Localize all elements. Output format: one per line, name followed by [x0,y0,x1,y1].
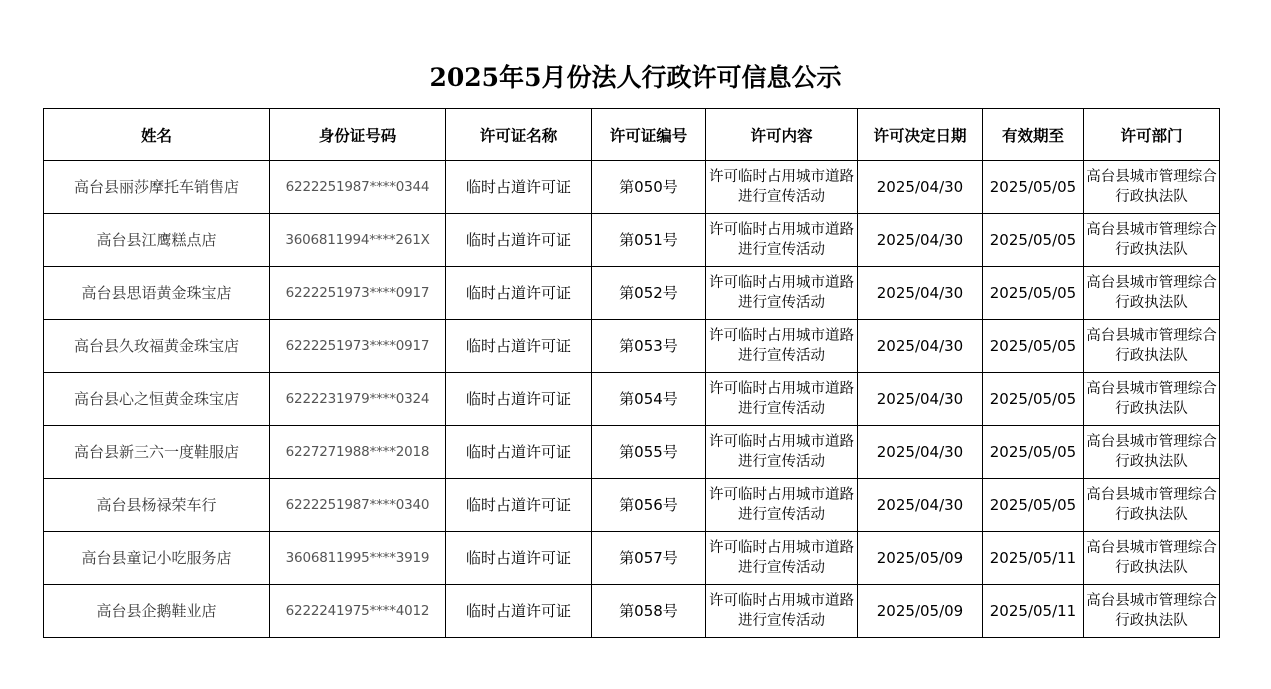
cell-valid-until: 2025/05/05 [983,267,1084,320]
cell-id-number: 6222251987****0340 [270,479,446,532]
table-row [44,267,1220,320]
cell-permit-number: 第057号 [592,532,706,585]
page-title: 2025年5月份法人行政许可信息公示 [429,63,842,92]
cell-name: 高台县童记小吃服务店 [44,532,270,585]
cell-decision-date: 2025/04/30 [858,320,983,373]
cell-permit-number: 第053号 [592,320,706,373]
cell-decision-date: 2025/04/30 [858,426,983,479]
cell-department: 高台县城市管理综合行政执法队 [1084,585,1220,638]
permit-table [43,108,1220,638]
cell-permit-name: 临时占道许可证 [446,214,592,267]
cell-permit-name: 临时占道许可证 [446,426,592,479]
header-department: 许可部门 [1084,109,1220,161]
cell-permit-number: 第054号 [592,373,706,426]
cell-id-number: 6222251973****0917 [270,320,446,373]
cell-name: 高台县久玫福黄金珠宝店 [44,320,270,373]
header-permit-number: 许可证编号 [592,109,706,161]
cell-permit-content: 许可临时占用城市道路进行宣传活动 [706,320,858,373]
cell-permit-name: 临时占道许可证 [446,161,592,214]
cell-department: 高台县城市管理综合行政执法队 [1084,214,1220,267]
cell-id-number: 6227271988****2018 [270,426,446,479]
cell-department: 高台县城市管理综合行政执法队 [1084,373,1220,426]
cell-id-number: 6222231979****0324 [270,373,446,426]
cell-permit-name: 临时占道许可证 [446,532,592,585]
cell-department: 高台县城市管理综合行政执法队 [1084,267,1220,320]
table-row [44,214,1220,267]
cell-permit-name: 临时占道许可证 [446,320,592,373]
cell-decision-date: 2025/05/09 [858,532,983,585]
cell-permit-content: 许可临时占用城市道路进行宣传活动 [706,267,858,320]
cell-permit-number: 第056号 [592,479,706,532]
cell-permit-number: 第052号 [592,267,706,320]
cell-valid-until: 2025/05/05 [983,214,1084,267]
cell-permit-content: 许可临时占用城市道路进行宣传活动 [706,214,858,267]
cell-department: 高台县城市管理综合行政执法队 [1084,532,1220,585]
header-name: 姓名 [44,109,270,161]
cell-permit-number: 第050号 [592,161,706,214]
cell-department: 高台县城市管理综合行政执法队 [1084,161,1220,214]
cell-name: 高台县杨禄荣车行 [44,479,270,532]
cell-name: 高台县思语黄金珠宝店 [44,267,270,320]
table-header-row [44,109,1220,161]
cell-permit-content: 许可临时占用城市道路进行宣传活动 [706,373,858,426]
cell-decision-date: 2025/04/30 [858,161,983,214]
cell-decision-date: 2025/04/30 [858,373,983,426]
cell-name: 高台县新三六一度鞋服店 [44,426,270,479]
header-permit-name: 许可证名称 [446,109,592,161]
cell-department: 高台县城市管理综合行政执法队 [1084,320,1220,373]
cell-permit-number: 第051号 [592,214,706,267]
header-id-number: 身份证号码 [270,109,446,161]
cell-name: 高台县丽莎摩托车销售店 [44,161,270,214]
cell-valid-until: 2025/05/05 [983,426,1084,479]
cell-decision-date: 2025/04/30 [858,214,983,267]
header-permit-content: 许可内容 [706,109,858,161]
cell-department: 高台县城市管理综合行政执法队 [1084,426,1220,479]
cell-permit-content: 许可临时占用城市道路进行宣传活动 [706,585,858,638]
cell-valid-until: 2025/05/11 [983,585,1084,638]
cell-permit-content: 许可临时占用城市道路进行宣传活动 [706,426,858,479]
cell-permit-name: 临时占道许可证 [446,373,592,426]
table-row [44,320,1220,373]
cell-permit-number: 第058号 [592,585,706,638]
cell-id-number: 3606811994****261X [270,214,446,267]
cell-id-number: 6222241975****4012 [270,585,446,638]
header-valid-until: 有效期至 [983,109,1084,161]
cell-decision-date: 2025/04/30 [858,479,983,532]
table-row [44,585,1220,638]
cell-department: 高台县城市管理综合行政执法队 [1084,479,1220,532]
cell-decision-date: 2025/05/09 [858,585,983,638]
cell-permit-name: 临时占道许可证 [446,585,592,638]
cell-permit-number: 第055号 [592,426,706,479]
table-row [44,373,1220,426]
cell-valid-until: 2025/05/05 [983,320,1084,373]
table-row [44,161,1220,214]
cell-valid-until: 2025/05/05 [983,373,1084,426]
cell-valid-until: 2025/05/05 [983,479,1084,532]
cell-permit-name: 临时占道许可证 [446,479,592,532]
cell-name: 高台县企鹅鞋业店 [44,585,270,638]
cell-id-number: 3606811995****3919 [270,532,446,585]
cell-decision-date: 2025/04/30 [858,267,983,320]
cell-id-number: 6222251987****0344 [270,161,446,214]
cell-permit-content: 许可临时占用城市道路进行宣传活动 [706,532,858,585]
table-row [44,479,1220,532]
cell-valid-until: 2025/05/11 [983,532,1084,585]
cell-permit-name: 临时占道许可证 [446,267,592,320]
cell-name: 高台县江鹰糕点店 [44,214,270,267]
table-row [44,426,1220,479]
cell-name: 高台县心之恒黄金珠宝店 [44,373,270,426]
cell-valid-until: 2025/05/05 [983,161,1084,214]
table-row [44,532,1220,585]
cell-permit-content: 许可临时占用城市道路进行宣传活动 [706,479,858,532]
cell-id-number: 6222251973****0917 [270,267,446,320]
cell-permit-content: 许可临时占用城市道路进行宣传活动 [706,161,858,214]
header-decision-date: 许可决定日期 [858,109,983,161]
